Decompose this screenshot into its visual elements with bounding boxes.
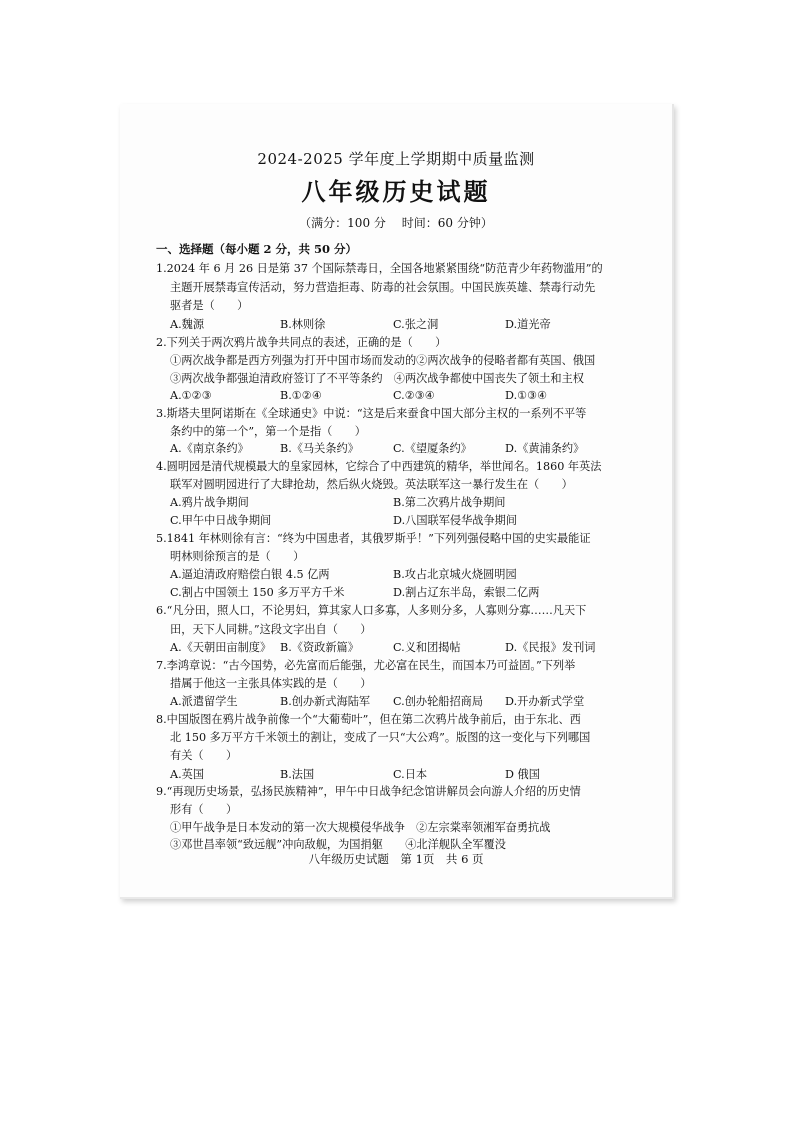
question-9-line-1: 9.“再现历史场景，弘扬民族精神”，甲午中日战争纪念馆讲解员会向游人介绍的历史情 bbox=[156, 785, 581, 798]
exam-term-title: 2024-2025 学年度上学期期中质量监测 bbox=[257, 150, 535, 168]
question-5-line-2: 明林则徐预言的是（ ） bbox=[170, 550, 305, 563]
question-2-line-3: ③两次战争都强迫清政府签订了不平等条约 ④两次战争都使中国丧失了领土和主权 bbox=[170, 372, 584, 385]
q2-option-d: D.①③④ bbox=[505, 389, 548, 402]
q7-option-b: B.创办新式海陆军 bbox=[280, 695, 371, 708]
q2-option-a: A.①②③ bbox=[170, 389, 212, 402]
question-2-line-1: 2.下列关于两次鸦片战争共同点的表述，正确的是（ ） bbox=[156, 336, 447, 349]
q3-option-c: C.《望厦条约》 bbox=[393, 442, 472, 455]
q6-option-d: D.《民报》发刊词 bbox=[505, 641, 596, 654]
question-4-line-1: 4.圆明园是清代规模最大的皇家园林，它综合了中西建筑的精华，举世闻名。1860 年英法 bbox=[156, 460, 602, 473]
q4-option-d: D.八国联军侵华战争期间 bbox=[393, 514, 518, 527]
question-6-line-1: 6.“凡分田，照人口，不论男妇，算其家人口多寡，人多则分多，人寡则分寡……凡天下 bbox=[156, 604, 587, 617]
q5-option-b: B.攻占北京城火烧圆明园 bbox=[393, 568, 517, 581]
q6-option-b: B.《资政新篇》 bbox=[280, 641, 359, 654]
q5-option-a: A.逼迫清政府赔偿白银 4.5 亿两 bbox=[170, 568, 330, 581]
q7-option-c: C.创办轮船招商局 bbox=[393, 695, 484, 708]
score-info: （满分：100 分 bbox=[299, 216, 386, 230]
q2-option-c: C.②③④ bbox=[393, 389, 435, 402]
q3-option-a: A.《南京条约》 bbox=[170, 442, 249, 455]
exam-page bbox=[120, 104, 674, 899]
q3-option-b: B.《马关条约》 bbox=[280, 442, 359, 455]
q2-option-b: B.①②④ bbox=[280, 389, 322, 402]
question-2-line-2: ①两次战争都是西方列强为打开中国市场而发动的②两次战争的侵略者都有英国、俄国 bbox=[170, 354, 596, 367]
question-9-line-4: ③邓世昌率领“致远舰”冲向敌舰，为国捐躯 ④北洋舰队全军覆没 bbox=[170, 838, 506, 851]
exam-subject-title: 八年级历史试题 bbox=[301, 177, 491, 206]
q8-option-b: B.法国 bbox=[280, 768, 315, 781]
q1-option-d: D.道光帝 bbox=[505, 318, 551, 331]
q8-option-c: C.日本 bbox=[393, 768, 428, 781]
q1-option-c: C.张之洞 bbox=[393, 318, 439, 331]
q6-option-a: A.《天朝田亩制度》 bbox=[170, 641, 272, 654]
question-9-line-2: 形有（ ） bbox=[170, 803, 238, 816]
q8-option-d: D 俄国 bbox=[505, 768, 540, 781]
q7-option-d: D.开办新式学堂 bbox=[505, 695, 585, 708]
question-8-line-1: 8.中国版图在鸦片战争前像一个“大葡萄叶”，但在第二次鸦片战争前后，由于东北、西 bbox=[156, 713, 581, 726]
question-9-line-3: ①甲午战争是日本发动的第一次大规模侵华战争 ②左宗棠率领湘军奋勇抗战 bbox=[170, 821, 551, 834]
q1-option-b: B.林则徐 bbox=[280, 318, 326, 331]
time-info: 时间：60 分钟） bbox=[401, 216, 493, 230]
question-6-line-2: 田，天下人同耕。”这段文字出自（ ） bbox=[170, 623, 372, 636]
q5-option-d: D.割占辽东半岛，索银二亿两 bbox=[393, 586, 540, 599]
q5-option-c: C.割占中国领土 150 多万平方千米 bbox=[170, 586, 345, 599]
question-3-line-1: 3.斯塔夫里阿诺斯在《全球通史》中说：“这是后来蚕食中国大部分主权的一系列不平等 bbox=[156, 407, 587, 420]
page-footer: 八年级历史试题 第 1页 共 6 页 bbox=[308, 852, 484, 866]
question-8-line-2: 北 150 多万平方千米领土的割让，变成了一只“大公鸡”。版图的这一变化与下列哪国 bbox=[170, 731, 591, 744]
question-4-line-2: 联军对圆明园进行了大肆抢劫，然后纵火烧毁。英法联军这一暴行发生在（ ） bbox=[170, 478, 573, 491]
question-1-line-3: 驱者是（ ） bbox=[170, 299, 249, 312]
question-8-line-3: 有关（ ） bbox=[170, 749, 238, 762]
q1-option-a: A.魏源 bbox=[170, 318, 205, 331]
question-3-line-2: 条约中的第一个”，第一个是指（ ） bbox=[170, 425, 366, 438]
question-7-line-2: 措属于他这一主张具体实践的是（ ） bbox=[170, 677, 372, 690]
q3-option-d: D.《黄浦条约》 bbox=[505, 442, 585, 455]
question-1-line-1: 1.2024 年 6 月 26 日是第 37 个国际禁毒日，全国各地紧紧围绕“防范青少年药物滥用”的 bbox=[156, 262, 603, 275]
section-heading: 一、选择题（每小题 2 分，共 50 分） bbox=[156, 242, 358, 256]
q6-option-c: C.义和团揭帖 bbox=[393, 641, 461, 654]
question-1-line-2: 主题开展禁毒宣传活动，努力营造拒毒、防毒的社会氛围。中国民族英雄、禁毒行动先 bbox=[170, 281, 596, 294]
exam-meta bbox=[120, 214, 672, 231]
q4-option-c: C.甲午中日战争期间 bbox=[170, 514, 272, 527]
q4-option-b: B.第二次鸦片战争期间 bbox=[393, 496, 506, 509]
q7-option-a: A.派遣留学生 bbox=[170, 695, 238, 708]
question-7-line-1: 7.李鸿章说：“古今国势，必先富而后能强，尤必富在民生，而国本乃可益固。”下列举 bbox=[156, 659, 576, 672]
q8-option-a: A.英国 bbox=[170, 768, 205, 781]
question-5-line-1: 5.1841 年林则徐有言：“终为中国患者，其俄罗斯乎！”下列列强侵略中国的史实最能证 bbox=[156, 532, 591, 545]
q4-option-a: A.鸦片战争期间 bbox=[170, 496, 249, 509]
